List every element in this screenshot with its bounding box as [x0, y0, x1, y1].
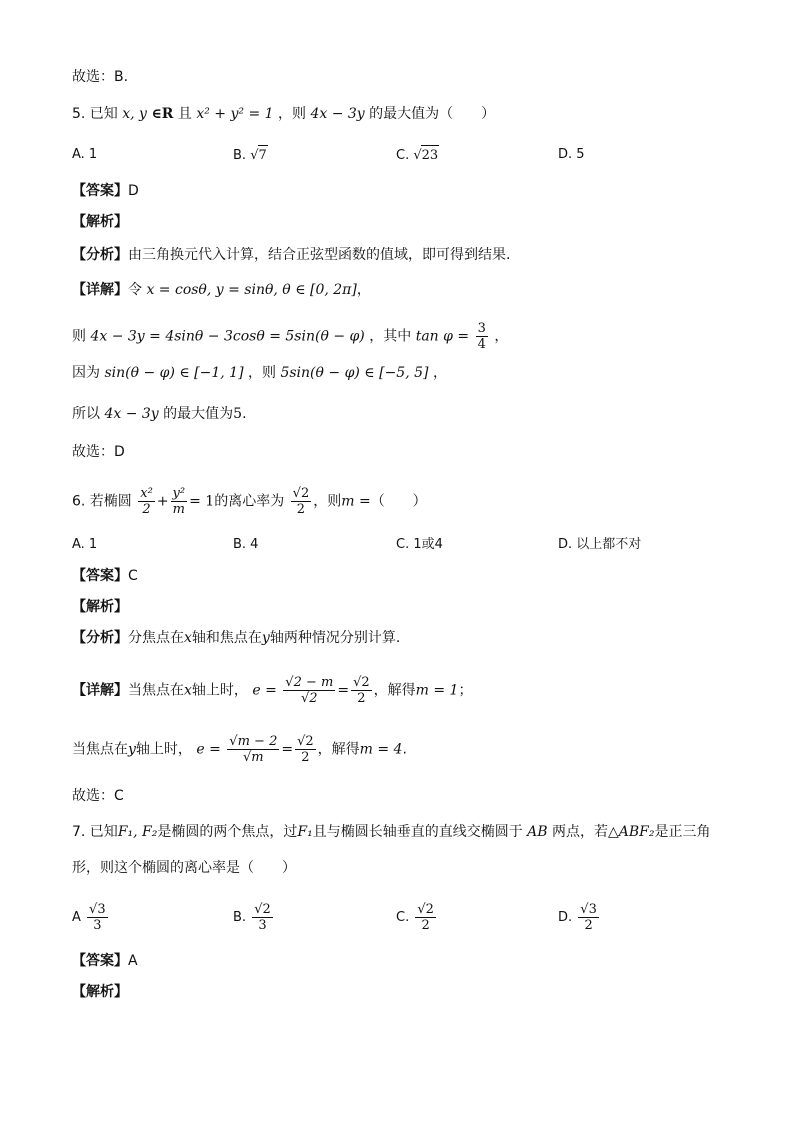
q5-xiangjie-line-3 — [72, 363, 447, 383]
text: √3 — [580, 902, 597, 917]
text: . — [242, 406, 247, 422]
text: √3 — [89, 902, 106, 917]
q5-xiangjie-line-2 — [72, 321, 508, 352]
q5-xiangjie-line-4 — [72, 404, 247, 424]
q6-fenxi-line — [72, 628, 400, 648]
text: ， — [432, 365, 447, 381]
question-7-stem-1 — [72, 822, 711, 842]
text: √m − 2 — [229, 734, 278, 749]
text: . — [402, 741, 407, 758]
text: △ABF₂ — [608, 824, 655, 840]
text: y — [261, 630, 270, 646]
q5-answer: D — [128, 183, 139, 199]
q5-then: ，则 — [278, 106, 306, 122]
text: e = — [196, 741, 221, 758]
q6-xiangjie-line-2 — [72, 734, 407, 765]
text: 2 — [357, 691, 366, 706]
text: C. 1或4 — [396, 537, 443, 552]
text: 7. 已知 — [72, 824, 118, 840]
text: m = — [341, 493, 371, 510]
q7-analysis-line — [72, 982, 128, 1002]
text: 轴上时， — [191, 682, 248, 699]
text: 3 — [258, 918, 267, 933]
q5-transform: 4x − 3y = 4sinθ − 3cosθ = 5sin(θ − φ) — [90, 328, 365, 345]
text: x — [184, 682, 192, 699]
text: A. 1 — [72, 537, 98, 552]
q5-option-c-value: 23 — [421, 145, 440, 166]
text: （ ） — [370, 493, 427, 510]
q7-option-c — [396, 902, 438, 933]
text: 令 — [128, 282, 142, 298]
q7-option-d-value — [578, 902, 599, 933]
q6-option-d — [558, 535, 641, 555]
text: 形，则这个椭圆的离心率是（ ） — [72, 860, 296, 876]
text: 2 — [421, 918, 430, 933]
question-5-stem — [72, 104, 495, 124]
q7-option-d — [558, 902, 601, 933]
text: ，则 — [248, 365, 277, 381]
text: 【答案】 — [72, 568, 128, 584]
q7-option-a — [72, 902, 110, 933]
q7-option-c-value — [415, 902, 436, 933]
text: ； — [458, 682, 473, 699]
xiangjie-tag: 【详解】 — [72, 282, 128, 298]
q7-answer-line — [72, 951, 138, 971]
q5-substitution: x = cosθ, y = sinθ, θ ∈ [0, 2π] — [146, 282, 357, 298]
q6-eccentricity — [291, 486, 312, 517]
q5-ask: 的最大值为（ ） — [369, 106, 496, 122]
text: 【答案】 — [72, 953, 128, 969]
text: m = 1 — [415, 682, 459, 699]
text: 的最大值为 — [163, 406, 234, 422]
text: 2 — [296, 502, 306, 517]
text: ，其中 — [369, 328, 412, 345]
text: y — [128, 741, 136, 758]
q5-option-a-text: A. 1 — [72, 147, 98, 162]
text: 轴和焦点在 — [191, 630, 262, 646]
text: 3 — [477, 321, 486, 336]
text: √m — [243, 750, 264, 765]
q5-and: 且 — [177, 106, 192, 122]
text: ， — [356, 282, 371, 298]
text: 是正三角 — [654, 824, 711, 840]
q5-range-2: 5sin(θ − φ) ∈ [−5, 5] — [280, 365, 429, 381]
q5-option-d — [558, 145, 585, 165]
text: 4 — [477, 337, 486, 352]
text: 2 — [584, 918, 593, 933]
q5-answer-line — [72, 181, 139, 201]
text: D. — [558, 910, 573, 925]
text: ，解得 — [373, 682, 416, 699]
q7-option-a-value — [87, 902, 108, 933]
q7-option-b — [233, 902, 275, 933]
q7-answer: A — [128, 953, 138, 969]
text: √2 — [292, 486, 310, 501]
text: C. — [396, 910, 410, 925]
text: 2 — [142, 502, 151, 517]
conclusion-text: 故选：B. — [72, 69, 129, 85]
text: 的离心率为 — [214, 493, 285, 510]
q6-analysis-line — [72, 597, 128, 617]
q5-fenxi-line — [72, 245, 510, 265]
q5-max-value: 5 — [233, 406, 243, 422]
text: √2 — [297, 734, 314, 749]
q6-xiangjie-line-1 — [72, 675, 472, 706]
text: √2 − m — [285, 675, 334, 690]
text: √2 — [254, 902, 271, 917]
text: 【解析】 — [72, 599, 128, 615]
text: 当焦点在 — [72, 741, 128, 758]
text: B. 4 — [233, 537, 259, 552]
q6-answer-line — [72, 566, 138, 586]
text: x — [184, 630, 192, 646]
q5-domain: ∈R — [151, 106, 174, 122]
q6-option-a — [72, 535, 97, 555]
text: y² — [172, 486, 186, 501]
text: = 1 — [189, 493, 215, 510]
q6-option-b — [233, 535, 258, 555]
q6-case1-value — [351, 675, 372, 706]
text: m = 4 — [359, 741, 403, 758]
q5-range-1: sin(θ − φ) ∈ [−1, 1] — [104, 365, 244, 381]
text: AB — [527, 824, 548, 840]
text: 3 — [93, 918, 102, 933]
text: F₁, F₂ — [117, 824, 158, 840]
text: 【解析】 — [72, 984, 128, 1000]
text: 且与椭圆长轴垂直的直线交椭圆于 — [312, 824, 523, 840]
text: 轴两种情况分别计算. — [269, 630, 401, 646]
text: B. — [233, 910, 247, 925]
q6-conclusion — [72, 786, 124, 806]
text: 所以 — [72, 406, 100, 422]
text: 因为 — [72, 365, 100, 381]
text: 故选：D — [72, 444, 125, 460]
q5-option-d-text: D. 5 — [558, 147, 585, 162]
text: 故选：C — [72, 788, 124, 804]
text: 则 — [72, 328, 86, 345]
analysis-tag: 【解析】 — [72, 214, 128, 230]
q6-case2-fraction — [227, 734, 279, 765]
conclusion-line — [72, 67, 128, 87]
fenxi-tag: 【分析】 — [72, 247, 128, 263]
text: 【详解】 — [72, 682, 128, 699]
q6-prefix: 6. 若椭圆 — [72, 493, 132, 510]
text: √2 — [353, 675, 370, 690]
q5-option-c-label: C. — [396, 148, 410, 163]
q5-expression: 4x − 3y — [310, 106, 365, 122]
text: ，则 — [313, 493, 342, 510]
question-6-stem — [72, 486, 427, 517]
text: F₁ — [297, 824, 313, 840]
q6-fraction-x — [138, 486, 155, 517]
q5-condition: x² + y² = 1 — [196, 106, 274, 122]
q5-vars: x, y — [122, 106, 147, 122]
q5-tan: tan φ = — [415, 328, 470, 345]
text: √2 — [417, 902, 434, 917]
text: ，解得 — [317, 741, 360, 758]
text: = — [281, 741, 294, 758]
q5-conclusion — [72, 442, 125, 462]
q5-option-b-value: 7 — [258, 145, 268, 166]
text: x² — [140, 486, 153, 501]
q6-case1-fraction — [283, 675, 335, 706]
q5-option-a — [72, 145, 97, 165]
q6-option-c — [396, 535, 443, 555]
q5-tan-fraction — [476, 321, 488, 352]
text: ， — [494, 328, 509, 345]
text: D. 以上都不对 — [558, 537, 642, 552]
question-7-stem-2 — [72, 858, 296, 878]
text: e = — [252, 682, 277, 699]
text: = — [337, 682, 350, 699]
q5-fenxi-text: 由三角换元代入计算，结合正弦型函数的值域，即可得到结果. — [128, 247, 511, 263]
q5-analysis-line — [72, 212, 128, 232]
q6-answer: C — [128, 568, 138, 584]
text: 分焦点在 — [128, 630, 184, 646]
q5-expr-2: 4x − 3y — [104, 406, 159, 422]
text: 2 — [301, 750, 310, 765]
q6-case2-value — [295, 734, 316, 765]
answer-tag: 【答案】 — [72, 183, 128, 199]
text: 是椭圆的两个焦点，过 — [157, 824, 298, 840]
text: + — [156, 493, 169, 510]
text: A — [72, 910, 81, 925]
q5-option-b: B. √7 — [233, 145, 268, 166]
q5-xiangjie-line-1 — [72, 280, 371, 300]
q7-option-b-value — [252, 902, 273, 933]
q6-fraction-y — [171, 486, 188, 517]
q5-option-c: C. √23 — [396, 145, 439, 166]
q5-option-b-label: B. — [233, 148, 247, 163]
text: m — [172, 502, 185, 517]
text: 【分析】 — [72, 630, 128, 646]
text: 轴上时， — [135, 741, 192, 758]
text: 两点，若 — [552, 824, 609, 840]
text: √2 — [301, 691, 318, 706]
text: 当焦点在 — [128, 682, 184, 699]
q5-prefix: 5. 已知 — [72, 106, 118, 122]
